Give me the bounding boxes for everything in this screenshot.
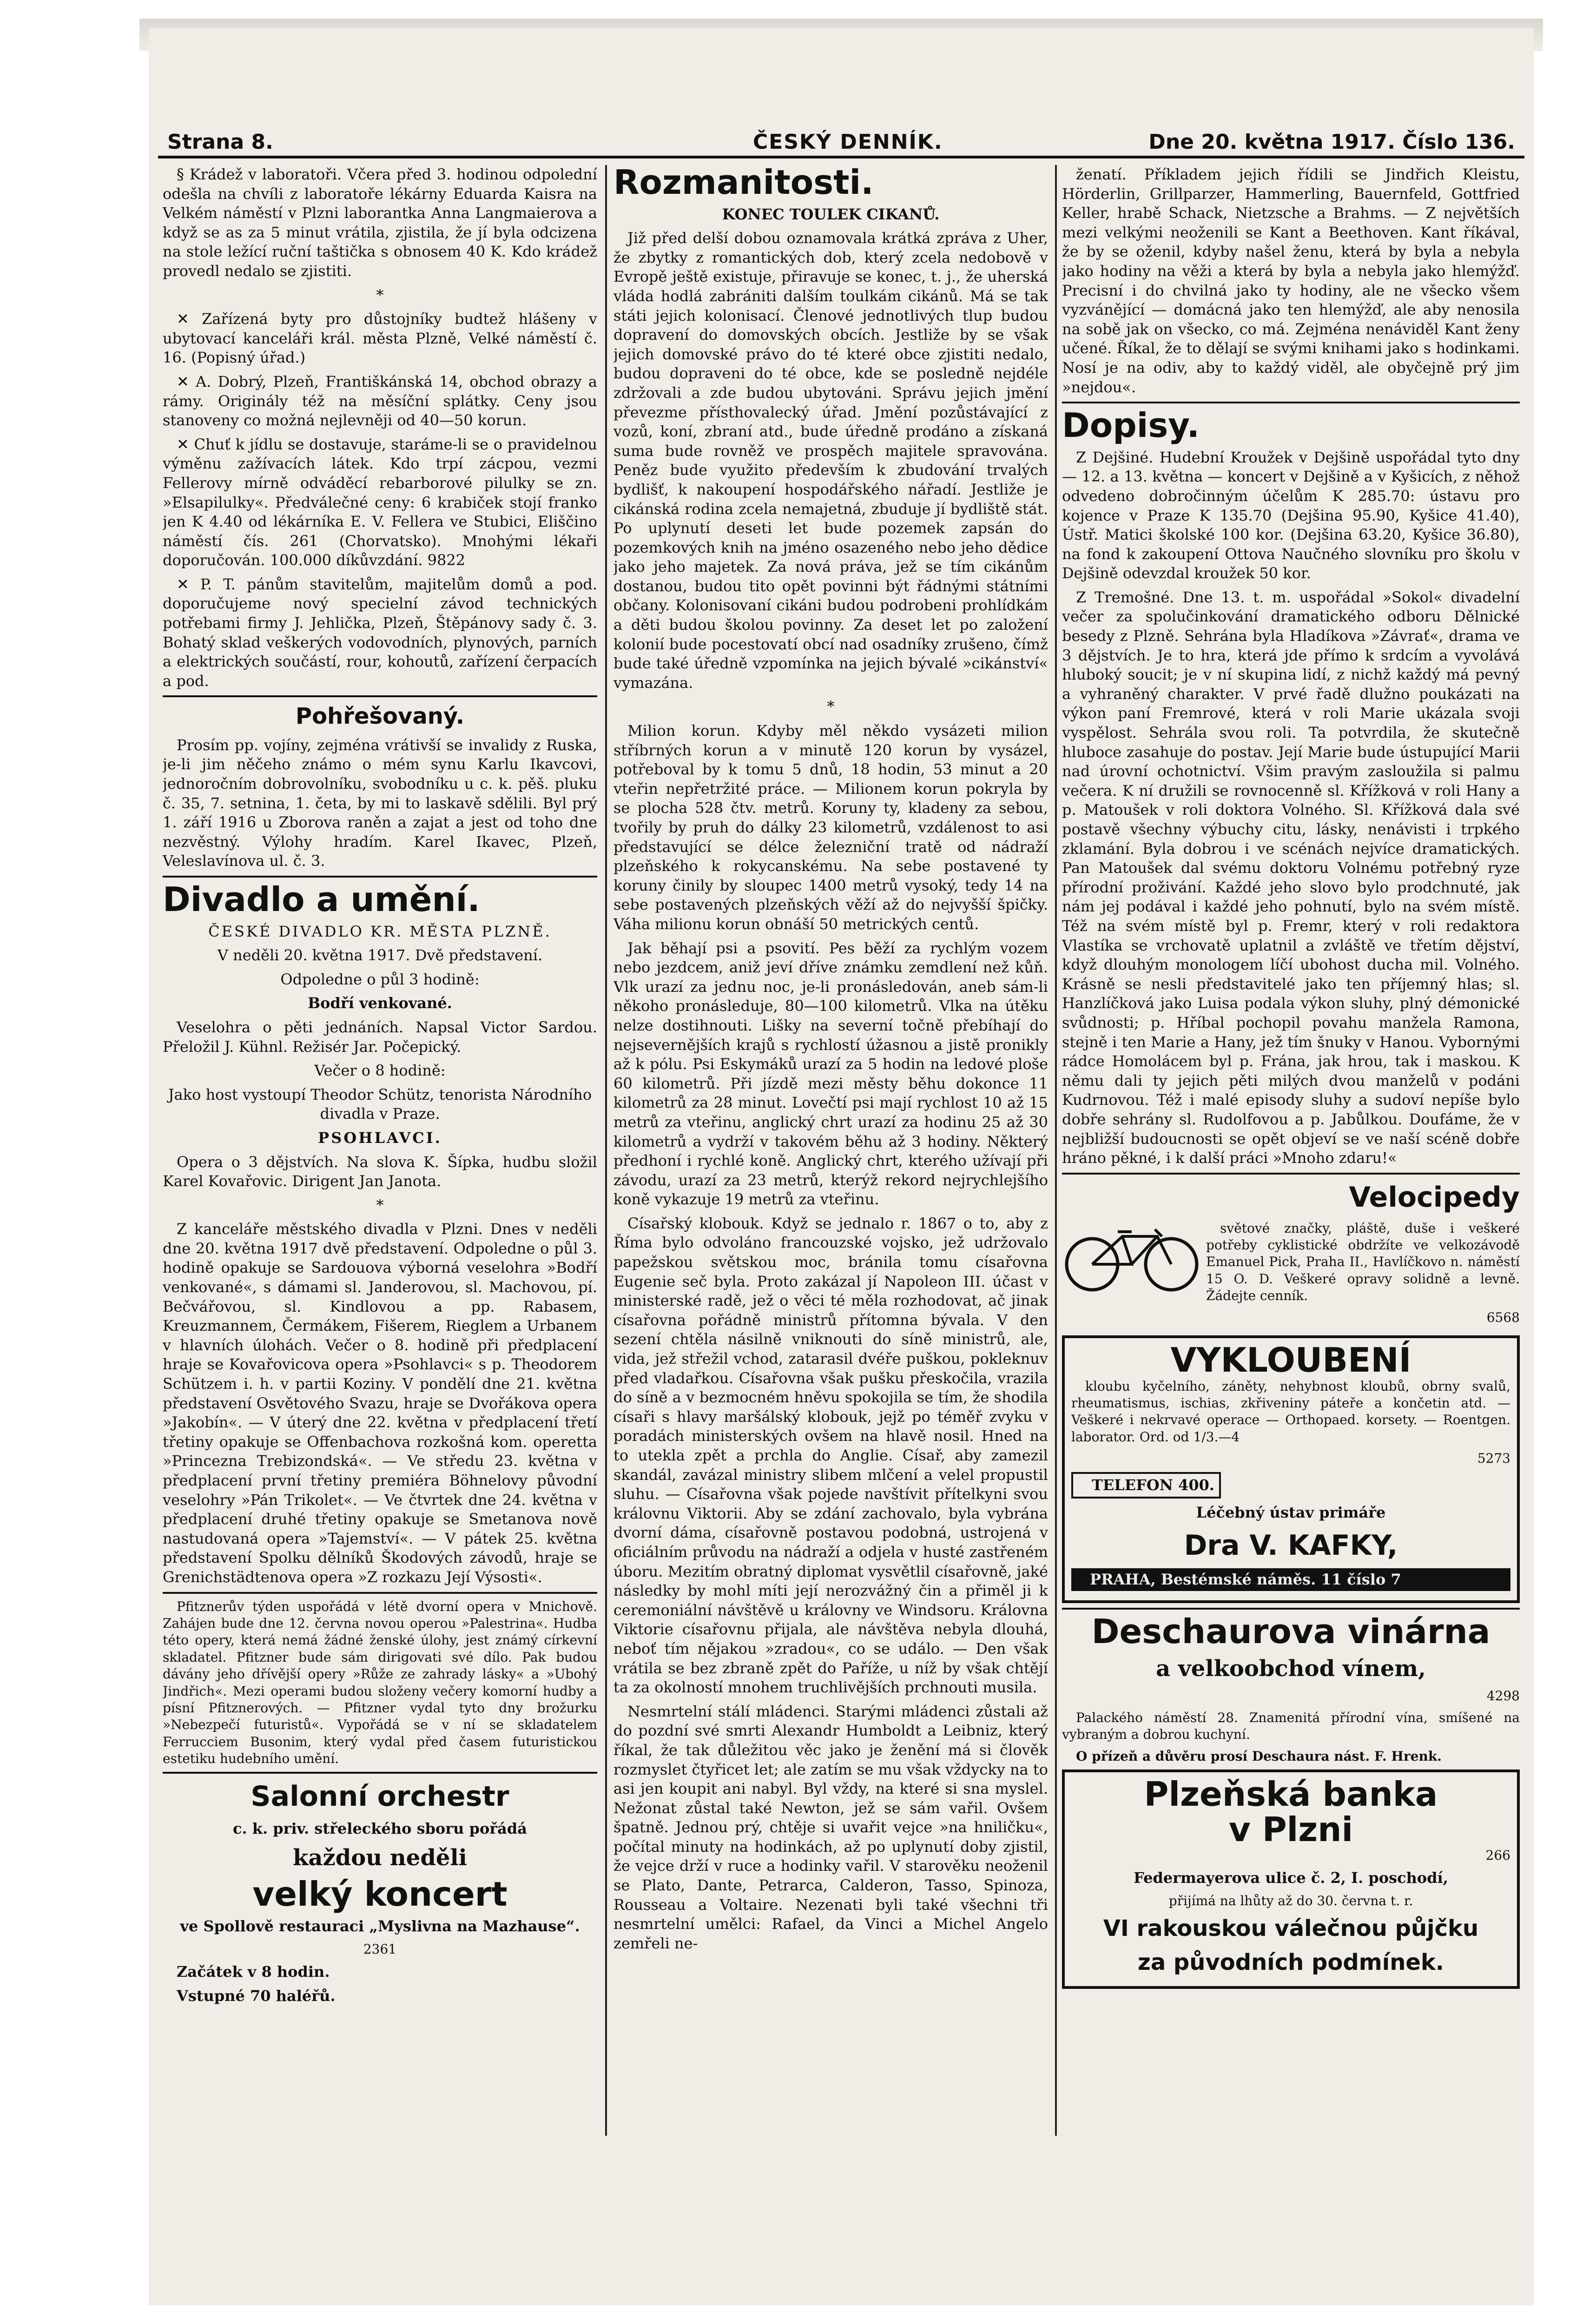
ad-line: Léčebný ústav primáře xyxy=(1196,1504,1386,1522)
article-subtitle: KONEC TOULEK CIKANŮ. xyxy=(722,205,940,223)
ad-line: každou neděli xyxy=(293,1845,467,1871)
ad-line: Začátek v 8 hodin. xyxy=(177,1963,330,1981)
ad-title: Plzeňská banka xyxy=(1144,1774,1438,1814)
section-title-pohresovan: Pohřešovaný. xyxy=(163,695,597,731)
section-title-dopisy: Dopisy. xyxy=(1062,402,1520,443)
play-description: Veselohra o pěti jednáních. Napsal Victor Sardou. Přeložil J. Kühnl. Režisér Jar. Počepický. xyxy=(163,1018,597,1056)
column-divider xyxy=(1055,165,1057,2136)
ad-title: Velocipedy xyxy=(1349,1181,1520,1214)
header-rule xyxy=(158,156,1524,158)
article-text: Milion korun. Kdyby měl někdo vysázeti milion stříbrných korun a v minutě 120 korun by vysázel, potřeboval by k tomu 5 dnů, 18 hodin, 53 minut a 20 vteřin nepřetržité práce. — Milionem korun pokryla by se plocha 528 čtv. metrů. Koruny ty, kladeny za sebou, tvořily by pruh do dálky 23 kilometrů, vzdálenost to asi představující se délce železniční tratě od nádraží plzeňského k rokycanskému. Na sebe postavené ty koruny činily by sloupec 1400 metrů vysoký, tedy 14 na sebe postavených plzeňských věží až do nejvyšší špičky. Váha milionu korun obnáší 50 metrických centů. xyxy=(613,722,1048,933)
ad-line: Vstupné 70 haléřů. xyxy=(177,1987,336,2005)
separator-star: * xyxy=(827,698,835,716)
newspaper-page xyxy=(149,28,1534,2305)
deschaur-ad xyxy=(1062,1608,1520,1765)
article-text: Nesmrtelní stálí mládenci. Starými mládenci zůstali až do pozdní své smrti Alexandr Humboldt a Leibniz, který říkal, že tak důležitou věc jako je ženění má si člověk rozmyslet čtyřicet let; ale zatím se mu však vždycky na to asi jen koupit ani nabyl. Byl vždy, na které si sna myslel. Nežonat zůstal také Newton, jež se sám vařil. Ovšem špatně. Jednou prý, chtěje si uvařit vejce »na hniličku«, počítal minuty na hodinkách, až po uplynutí doby zjistil, že vejce drží v ruce a hodinky vařil. V starověku neoženil se Plato, Dante, Petrarca, Calderon, Tasso, Spinoza, Rousseau a Voltaire. Nezenati byli také všechni tři nesmrtelní umělci: Rafael, da Vinci a Michel Angelo zemřeli ne- xyxy=(613,1702,1048,1952)
ad-number: 6568 xyxy=(1486,1309,1520,1325)
ad-title: VYKLOUBENÍ xyxy=(1170,1340,1411,1380)
newspaper-title: ČESKÝ DENNÍK. xyxy=(753,130,943,154)
column-3 xyxy=(1062,165,1520,2136)
ad-text: světové značky, pláště, duše i veškeré potřeby cyklistické obdržíte ve velkozávodě Emanuel Pick, Praha II., Havlíčkovo n. náměstí 15 O. D. Veškeré opravy solidně a levně. Žádejte cenník. xyxy=(1206,1220,1520,1304)
section-title-rozmanitosti: Rozmanitosti. xyxy=(613,165,874,202)
vykloubeni-ad xyxy=(1062,1335,1520,1603)
column-divider xyxy=(605,165,607,2136)
article-text: Císařský klobouk. Když se jednalo r. 1867 o to, aby z Říma bylo odvoláno francouzské vojsko, jež udržovalo papežskou světskou moc, bránila tomu císařovna Eugenie seč byla. Proto zakázal jí Napoleon III. účast v ministerské radě, jež o věci té měla rozhodovat, ač jinak císařovna pořádně ministrů přítomna bývala. V den sezení chtěla násilně vniknouti do síně ministrů, ale, vida, jež střežil vchod, zatarasil dvéře puškou, pokleknuv před vladařkou. Císařovna však pušku přeskočila, vrazila do síně a v bezmocném hněvu spokojila se tím, že shodila císaři s hlavy maršálský klobouk, jejž po téměř zvyku v poradách ministerských ovšem na hlavě nosil. Hned na to utekla zpět a prchla do Anglie. Císař, aby zamezil skandál, zavázal ministry slibem mlčení a velel propustil sluhu. — Císařovna však pojede navštívit přítelkyni svou královnu Viktorii. Aby se zdání zachovalo, byla vybrána dvorní dáma, císařovně postavou podobná, ustrojená v oficiálním průvodu na nádraží a odjela v husté zastřeném úboru. Mezitím obratný diplomat vysvětlil císařovně, jaké následky by mohl míti její nerozvážný čin a přiměl ji k ceremoniální návštěvě u královny ve Windsoru. Královna Viktorie císařovnu přijala, ale návštěva nebyla dlouhá, neboť tím nějakou »zradou«, co se událo. — Den však vrátila se bez zbraně zpět do Paříže, u níž by však chtějí ta za okolností mnohem truchlivějších prchnouti musila. xyxy=(613,1214,1048,1697)
news-item: ✕ P. T. pánům stavitelům, majitelům domů a pod. doporučujeme nový specielní závod technických potřebami firmy J. Jehlička, Plzeň, Štěpánovy sady č. 3. Bohatý sklad veškerých vodovodních, plynových, parních a elektrických součástí, rour, kohoutů, zařízení čerpacích a pod. xyxy=(163,575,597,690)
ad-number: 2361 xyxy=(363,1941,397,1957)
ad-title: Deschaurova vinárna xyxy=(1091,1612,1490,1651)
orchestra-ad xyxy=(163,1772,597,2006)
ad-line: ve Spollově restauraci „Myslivna na Mazhause“. xyxy=(180,1917,580,1935)
ad-footer: O přízeň a důvěru prosí Deschaura nást. F. Hrenk. xyxy=(1076,1748,1442,1764)
performance-date: V neděli 20. května 1917. Dvě představení. xyxy=(217,946,543,964)
news-item: ✕ A. Dobrý, Plzeň, Františkánská 14, obchod obrazy a rámy. Originály též na měsíční splátky. Ceny jsou stanoveny co možná nejlevněji od 40—50 korun. xyxy=(163,372,597,429)
separator-star: * xyxy=(376,286,384,304)
ad-headline: velký koncert xyxy=(252,1875,508,1914)
ad-subtitle: v Plzni xyxy=(1228,1809,1353,1849)
play-title: Bodří venkované. xyxy=(308,994,452,1012)
performance-time: Večer o 8 hodině: xyxy=(314,1062,446,1080)
performance-time: Odpoledne o půl 3 hodině: xyxy=(280,970,480,988)
article-text: Jak běhají psi a psovití. Pes běží za rychlým vozem nebo jezdcem, aniž jeví dříve známku zemdlení než kůň. Vlk urazí za jednu noc, je-li pronásledován, aneb sám-li někoho pronásleduje, 80—100 kilometrů. Vlka na útěku nelze dostihnouti. Lišky na severní točně přebíhají do nejsevernějších krajů s rychlostí úžasnou a jistě pronikly až k pólu. Psi Eskymáků urazí za 5 hodin na ledové ploše 60 kilometrů. Při jízdě mezi městy běhu dokonce 11 kilometrů za 28 minut. Lovečtí psi mají rychlost 10 až 15 metrů za vteřinu, anglický chrt urazí za hodinu 25 až 30 kilometrů a vydrží v takovém běhu až 3 hodiny. Některý předhoní i rychlé koně. Anglický chrt, kterého užívají při závodu, urazí za 23 metrů, kterýž rekord nejrychlejšího koně vykazuje 19 metrů za vteřinu. xyxy=(613,939,1048,1208)
page-number: Strana 8. xyxy=(167,130,273,154)
play-description: Opera o 3 dějstvích. Na slova K. Šípka, hudbu složil Karel Kovařovic. Dirigent Jan Janota. xyxy=(163,1153,597,1190)
article-text: ženatí. Příkladem jejich řídili se Jindřich Kleistu, Hörderlin, Grillparzer, Hammerling, Bauernfeld, Gottfried Keller, hrabě Schack, Nietzsche a Brahms. — Z největších mezi velkými neoženili se Kant a Beethoven. Kant říkával, že by se oženil, kdyby našel ženu, která by byla a nebyla jako hodiny na věži a která by byla a nebyla jako hlemýžď. Precisní i do chvilná jako ty hodiny, ale ne všecko všem vyzvánějící — domácná jako ten hlemýžď, ale aby nenosila na sobě jak on všecko, co má. Zejména nenáviděl Kant ženy učené. Říkal, že to dělají se svými knihami jako s hodinkami. Nosí je na odiv, aby to každý viděl, ale obyčejně prý jim »nejdou«. xyxy=(1062,165,1520,396)
section-title-divadlo: Divadlo a umění. xyxy=(163,876,597,918)
play-title: PSOHLAVCI. xyxy=(318,1129,442,1147)
velocipedy-ad xyxy=(1062,1173,1520,1331)
ad-line: c. k. priv. střeleckého sboru pořádá xyxy=(233,1820,527,1838)
ad-telephone: TELEFON 400. xyxy=(1071,1472,1221,1499)
ad-body xyxy=(1206,1179,1520,1331)
ad-address: PRAHA, Bestémské náměs. 11 číslo 7 xyxy=(1071,1568,1510,1591)
ad-headline: VI rakouskou válečnou půjčku xyxy=(1103,1915,1479,1942)
news-item: ✕ Zařízená byty pro důstojníky budtež hlášeny v ubytovací kanceláři král. města Plzně, Velké náměstí č. 16. (Popisný úřad.) xyxy=(163,310,597,367)
letter-text: Z Dejšiné. Hudební Kroužek v Dejšině uspořádal tyto dny — 12. a 13. května — koncert v Dejšině a v Kyšicích, z něhož odvedeno dobročinným účelům K 285.70: ústavu pro kojence v Praze K 135.70 (Dejšina 95.90, Kyšice 41.40), Ústř. Matici školské 100 kor. (Dejšina 63.20, Kyšice 36.80), na fond k zakoupení Ottova Naučného slovníku pro školu v Dejšině odevzdal kroužek 50 kor. xyxy=(1062,448,1520,582)
ad-address: Federmayerova ulice č. 2, I. poschodí, xyxy=(1134,1869,1448,1887)
guest-note: Jako host vystoupí Theodor Schütz, tenorista Národního divadla v Praze. xyxy=(168,1085,592,1123)
news-item: § Krádež v laboratoři. Včera před 3. hodinou odpolední odešla na chvíli z laboratoře lékárny Eduarda Kaisra na Velkém náměstí v Plzni laborantka Anna Langmaierova a když se as za 5 minut vrátila, zjistila, že jí byla odcizena na stole ležící ruční taštička s obnosem 40 K. Kdo krádež provedl nedalo se zjistiti. xyxy=(163,165,597,280)
ad-number: 4298 xyxy=(1486,1688,1520,1704)
ad-text: Palackého náměstí 28. Znamenitá přírodní vína, smíšené na vybraným a dobrou kuchyní. xyxy=(1062,1710,1520,1743)
separator-star: * xyxy=(376,1196,384,1214)
missing-person-notice: Prosím pp. vojíny, zejména vrátivší se invalidy z Ruska, je-li jim něčeho známo o mém synu Karlu Ikavcovi, jednoročním dobrovolníku, svobodníku u c. k. pěš. pluku č. 35, 7. setnina, 1. četa, by mi to laskavě sdělili. Byl prý 1. září 1916 u Zborova raněn a zajat a jest od toho dne nezvěstný. Výlohy hradím. Karel Ikavec, Plzeň, Veleslavínova ul. č. 3. xyxy=(163,736,597,870)
pfitzner-notice: Pfitznerův týden uspořádá v létě dvorní opera v Mnichově. Zahájen bude dne 12. června novou operou »Palestrina«. Hudba této opery, která nemá žádné ženské úlohy, jest známý církevní skladatel. Pfitzner bude sám dirigovati své dílo. Pak budou dávány jeho dřívější opery »Růže ze zahrady lásky« a »Ubohý Jindřich«. Mezi operami budou složeny večery komorní hudby a písní Pfitznerových. — Pfitzner vydal tyto dny brožurku »Nebezpečí futuristů«. Vypořádá se v ní se skladatelem Ferrucciem Busonim, který vydal před časem futuristickou estetiku hudebního umění. xyxy=(163,1592,597,1768)
theatre-name: ČESKÉ DIVADLO KR. MĚSTA PLZNĚ. xyxy=(208,922,552,940)
ad-text: kloubu kyčelního, záněty, nehybnost kloubů, obrny svalů, rheumatismus, ischias, zkřiveniny páteře a končetin atd. — Veškeré i nekrvavé operace — Orthopaed. korsety. — Roentgen. laborator. Ord. od 1/3.—4 xyxy=(1071,1378,1510,1445)
issue-date: Dne 20. května 1917. Číslo 136. xyxy=(1148,130,1515,154)
theatre-office-notice: Z kanceláře městského divadla v Plzni. Dnes v neděli dne 20. května 1917 dvě představení. Odpoledne o půl 3. hodině opakuje se Sardouova výborná veselohra »Bodří venkované«, s dámami sl. Janderovou, sl. Machovou, pí. Bečvářovou, sl. Kindlovou a pp. Rabasem, Kreuzmannem, Čermákem, Fišerem, Rieglem a Urbanem v hlavních úlohách. Večer o 8. hodině při předplacení hraje se Kovařovicova opera »Psohlavci« s p. Theodorem Schützem i. h. v partii Koziny. V pondělí dne 21. května představení Osvětového Svazu, hraje se Dvořákova opera »Jakobín«. — V úterý dne 22. května v předplacení třetí třetiny opakuje se Offenbachova rozkošná kom. operetta »Princezna Trebizondská«. — Ve středu 23. května v předplacení první třetiny premiéra Böhnelovy původní veselohry »Pán Trikolet«. — Ve čtvrtek dne 24. května v předplacení druhé třetiny opakuje se Smetanova nově nastudovaná opera »Tajemství«. — V pátek 25. května představení Spolku dělníků Škodových závodů, hraje se Grenichstädtenova opera »Z rozkazu Její Výsosti«. xyxy=(163,1220,597,1586)
ad-subtitle: a velkoobchod vínem, xyxy=(1156,1655,1426,1682)
column-2 xyxy=(613,165,1048,2136)
letter-text: Z Tremošné. Dne 13. t. m. uspořádal »Sokol« divadelní večer za spolučinkování dramatického odboru Dělnické besedy z Plzně. Sehrána byla Hladíkova »Závrať«, drama ve 3 dějstvích. Je to hra, která jde přímo k srdcím a vyvolává hluboký soucit; je v ní skupina lidí, z nichž každý má pevný a vyhraněný charakter. V prvé řadě dlužno poukázati na výkon paní Fremrové, která v roli Marie ukázala svoji vyspělost. Sehrála svou roli. Ta potvrdila, že skutečně hluboce zasahuje do postav. Její Marie bude ústupující Marii nad úrovní ochotnictví. Všim pravým zasloužila si palmu večera. K ní družili se rovnocenně sl. Křížková v roli Hany a p. Matoušek v roli doktora Volného. Sl. Křížková dala své postavě všechny výbuchy citu, lásky, nenávisti i trpkého zklamání. Byla dobrou i ve scénách nejvíce dramatických. Pan Matoušek dal svému doktoru Volnému potřebný ryze přírodní proživání. Každé jeho slovo bylo prodchnuté, jak nám jej podával i každé jeho pohnutí, bylo na svém místě. Též na svém místě byl p. Fremr, který v roli redaktora Vlastíka se vrchovatě uplatnil a zvláště ve třetím dějství, když dlouhým monologem líčí ubohost ducha mil. Volného. Krásně se nesli představitelé jako ten příjemný hlas; sl. Hanzlíčková jako Luisa podala výkon sluhy, plný démonické svůdnosti; p. Hříbal pochopil povahu manžela Ramona, stejně i ten Marie a Hany, jež tím šnuky v Hanou. Vybornými rádce Homolácem byl p. Frána, jak hrou, tak i maskou. K němu dali ty jejich pěti milých dvou manželů v podáni Kudrnovou. Též i malé episody sluhy a sudoví nepíše bylo dobře sehrány sl. Rudolfovou a p. Jabůlkou. Doufáme, že v nejbližší budoucnosti se opět objeví se ve naší scéně dobře hráno pěkné, i k další práci »Mnoho zdaru!« xyxy=(1062,588,1520,1167)
ad-doctor-name: Dra V. KAFKY, xyxy=(1184,1529,1398,1562)
bicycle-icon xyxy=(1062,1218,1201,1292)
ad-number: 5273 xyxy=(1477,1451,1510,1466)
article-text: Již před delší dobou oznamovala krátká zpráva z Uher, že zbytky z romantických dob, který zcela nedobově v Evropě ještě existuje, přiravuje se konec, t. j., že uherská vláda hodlá zabrániti dalším toulkám cikánů. Má se tak státi jejich kolonisací. Členové jednotlivých tlup budou dopravení do domovských obcích. Jestliže by se však jejich domovské právo do té které obce zjistiti nedalo, budou dopraveni do té obce, kde se posledně nejdéle zdržovali a zde budou ubytováni. Správu jejich jmění převezme přísthovalecký úřad. Jmění pozůstávající z vozů, koní, zbraní atd., bude úředně prodáno a získaná suma bude rovněž ve prospěch majitele spravována. Peněz bude využito především k zbudování trvalých bydlišť, k nakoupení hospodářského nářadí. Jestliže je cikánská rodina zcela nemajetná, zbuduje jí bydliště stát. Po uplynutí deseti let bude pozemek zapsán do pozemkových knih na jméno osazeného nebo jeho dědice jako jeho majetek. Za nová práva, jež se tím cikánům dostanou, budou tito opět povinni být řádnými státními občany. Kolonisovaní cikáni budou podrobeni prohlídkám a děti budou školou povinny. Za deset let po založení kolonií bude pocestovatí obcí nad osadníky zrušeno, čímž bude také úředně vzpomínka na jejich bývalé »cikánství« vymazána. xyxy=(613,229,1048,692)
page-header xyxy=(149,88,1534,153)
ad-headline: za původních podmínek. xyxy=(1137,1949,1444,1975)
ad-title: Salonní orchestr xyxy=(251,1780,509,1813)
news-item: ✕ Chuť k jídlu se dostavuje, staráme-li se o pravidelnou výměnu zažívacích látek. Kdo trpí zácpou, vezmi Fellerovy mírně odváděcí rebarborové pilulky se zn. »Elsapilulky«. Předválečné ceny: 6 krabiček stojí franko jen K 4.40 od lékárníka E. V. Fellera ve Stubici, Eliščino náměstí čís. 261 (Chorvatsko). Mnohými lékaři doporučován. 100.000 díkůvzdání. 9822 xyxy=(163,435,597,569)
ad-number: 266 xyxy=(1485,1848,1510,1863)
ad-line: přijímá na lhůty až do 30. června t. r. xyxy=(1168,1893,1413,1909)
plzenska-banka-ad xyxy=(1062,1769,1520,1989)
column-1 xyxy=(163,165,597,2136)
